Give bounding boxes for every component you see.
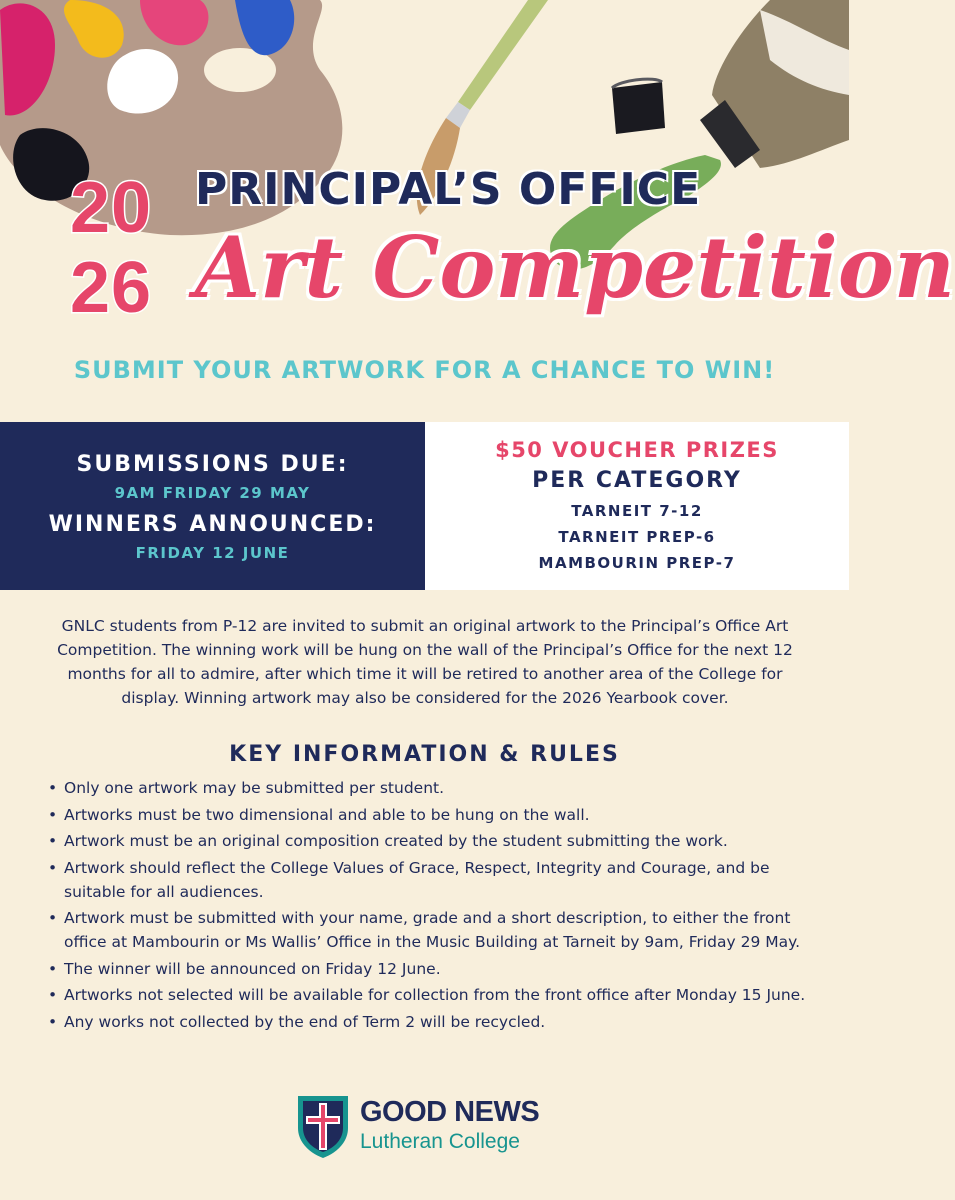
paint-cap-illustration	[612, 79, 665, 134]
rules-heading: KEY INFORMATION & RULES	[229, 742, 620, 767]
year-digits-top: 20	[69, 168, 153, 248]
intro-paragraph: GNLC students from P-12 are invited to submit an original artwork to the Principal’s Office Art Competition. The winning work will be hung on the wall of the Principal’s Office for the next 12 months for all to admire, after which time it will be retired to another area of the College for display. Winning artwork may also be considered for the 2026 Yearbook cover.	[57, 617, 793, 707]
submissions-heading: SUBMISSIONS DUE:	[76, 452, 349, 477]
list-item: • Artworks must be two dimensional and able to be hung on the wall.	[46, 803, 826, 827]
list-item: • Artwork should reflect the College Values of Grace, Respect, Integrity and Courage, and be suitable for all audiences.	[46, 856, 826, 904]
list-item: • Artwork must be an original composition created by the student submitting the work.	[46, 829, 826, 853]
title-principals-office: PRINCIPAL’S OFFICE	[195, 164, 702, 215]
year-digits-bottom: 26	[69, 248, 153, 328]
list-item: • The winner will be announced on Friday 12 June.	[46, 957, 826, 981]
prize-amount: $50 VOUCHER PRIZES	[495, 438, 779, 462]
category-item: TARNEIT PREP-6	[558, 528, 716, 546]
list-item: • Any works not collected by the end of Term 2 will be recycled.	[46, 1010, 826, 1034]
category-item: TARNEIT 7-12	[571, 502, 703, 520]
hero-illustration	[0, 0, 955, 420]
college-logo	[294, 1092, 564, 1164]
shield-cross-logo-icon	[294, 1092, 352, 1160]
prizes-box	[425, 422, 849, 590]
winners-date: FRIDAY 12 JUNE	[135, 544, 290, 562]
submissions-date: 9AM FRIDAY 29 MAY	[114, 484, 311, 502]
rules-list	[46, 776, 826, 1036]
tagline: SUBMIT YOUR ARTWORK FOR A CHANCE TO WIN!	[73, 356, 776, 384]
logo-subtitle: Lutheran College	[360, 1130, 520, 1153]
per-category: PER CATEGORY	[532, 468, 742, 493]
list-item: • Only one artwork may be submitted per student.	[46, 776, 826, 800]
winners-heading: WINNERS ANNOUNCED:	[48, 512, 377, 537]
category-item: MAMBOURIN PREP-7	[538, 554, 736, 572]
list-item: • Artworks not selected will be available for collection from the front office after Monday 15 June.	[46, 983, 826, 1007]
logo-name: GOOD NEWS	[360, 1096, 540, 1128]
list-item: • Artwork must be submitted with your name, grade and a short description, to either the front office at Mambourin or Ms Wallis’ Office in the Music Building at Tarneit by 9am, Friday 29 May.	[46, 906, 826, 954]
dates-box	[0, 422, 425, 590]
title-art-competition: Art Competition	[195, 218, 955, 317]
